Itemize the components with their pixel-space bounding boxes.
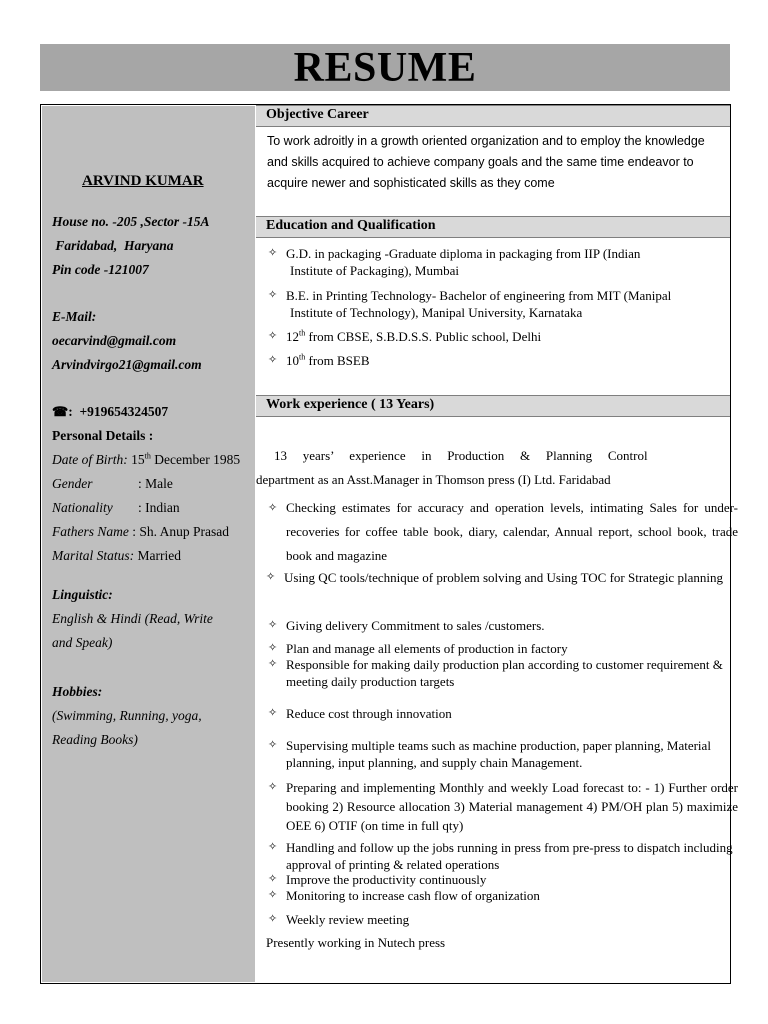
father-row [52,524,229,540]
dob-sup: th [144,451,151,461]
address-line-1: House no. -205 ,Sector -15A [52,214,210,229]
education-item-number: 10 [286,353,299,368]
bullet-icon: ✧ [268,354,278,366]
resume-frame [40,104,738,984]
objective-text: To work adroitly in a growth oriented organization and to employ the knowledge and skills acquired to achieve company goals and the same time endeavor to acquire newer and sophisticated skills as they come [267,134,705,190]
marital-label: Marital Status: [52,548,135,563]
phone-number: : +919654324507 [68,404,169,419]
bullet-icon: ✧ [268,619,278,631]
nationality-value: : Indian [138,500,180,515]
bullet-icon: ✧ [266,571,276,583]
work-item [266,569,736,586]
education-item-line: from CBSE, S.B.D.S.S. Public school, Delhi [305,329,542,344]
education-heading: Education and Qualification [266,218,436,233]
gender-label: Gender [52,476,93,491]
email-2: Arvindvirgo21@gmail.com [52,357,202,372]
education-item [268,245,738,279]
work-item-text: Weekly review meeting [286,912,410,927]
education-item-line: B.E. in Printing Technology- Bachelor of engineering from MIT (Manipal [286,288,672,303]
objective-heading-bar [256,105,730,127]
dob-day: 15 [131,452,145,467]
work-item-text: Reduce cost through innovation [286,706,452,721]
bullet-icon: ✧ [268,913,278,925]
bullet-icon: ✧ [268,841,278,853]
work-item-text: Supervising multiple teams such as machine production, paper planning, Material planning, input planning, and supply chain Management. [286,738,711,770]
work-item [268,640,738,657]
linguistic-line-1: English & Hindi (Read, Write [52,611,213,626]
bullet-icon: ✧ [268,781,278,793]
email-label: E-Mail: [52,309,97,324]
work-item-text: Checking estimates for accuracy and operation levels, intimating Sales for under-recoveries for coffee table book, diary, calendar, Annual report, school book, trade book and magazine [286,500,738,563]
education-item-line: Institute of Technology), Manipal University, Karnataka [290,305,583,320]
bullet-icon: ✧ [268,658,278,670]
education-item-number: 12 [286,329,299,344]
work-item-text: Responsible for making daily production plan according to customer requirement & meeting daily production targets [286,657,723,689]
education-heading-bar [256,216,730,238]
work-item [268,778,738,835]
phone-row [52,404,168,420]
work-intro-line-2: department as an Asst.Manager in Thomson press (I) Ltd. Faridabad [256,472,611,487]
dob-label: Date of Birth: [52,452,128,467]
work-item-text: Plan and manage all elements of production in factory [286,641,568,656]
nationality-label: Nationality [52,500,113,515]
education-item [268,328,738,345]
linguistic-heading: Linguistic: [52,587,113,602]
personal-heading: Personal Details : [52,428,154,443]
bullet-icon: ✧ [268,889,278,901]
nationality-row [52,500,180,516]
bullet-icon: ✧ [268,873,278,885]
work-item [268,737,738,771]
work-item-text: Giving delivery Commitment to sales /customers. [286,618,545,633]
bullet-icon: ✧ [268,502,278,514]
bullet-icon: ✧ [268,707,278,719]
work-item-text: Handling and follow up the jobs running in press from pre-press to dispatch including approval of printing & related operations [286,840,733,872]
work-item [268,871,738,888]
bullet-icon: ✧ [268,289,278,301]
candidate-name: ARVIND KUMAR [82,173,204,189]
education-item [268,352,738,369]
hobbies-line-2: Reading Books) [52,732,138,747]
work-item [268,839,738,873]
objective-heading: Objective Career [266,107,369,122]
sidebar [42,106,255,982]
title-bar [40,44,730,91]
phone-icon: ☎ [52,404,69,419]
marital-value: Married [137,548,181,563]
hobbies-line-1: (Swimming, Running, yoga, [52,708,202,723]
work-item-text: Monitoring to increase cash flow of organization [286,888,540,903]
bullet-icon: ✧ [268,247,278,259]
work-heading-bar [256,395,730,417]
work-item-text: Preparing and implementing Monthly and weekly Load forecast to: - 1) Further order booking 2) Resource allocation 3) Material management 4) PM/OH plan 5) maximize OEE 6) OTIF (on time in full qty) [286,780,738,833]
email-1: oecarvind@gmail.com [52,333,177,348]
work-item [268,656,738,690]
father-label: Fathers Name [52,524,129,539]
marital-row [52,548,181,564]
education-item-sup: th [299,352,306,362]
education-item-line: from BSEB [305,353,370,368]
work-item [268,617,738,634]
bullet-icon: ✧ [268,330,278,342]
work-intro-line-1: 13 years’ experience in Production & Planning Control [274,448,648,463]
father-value: : Sh. Anup Prasad [132,524,230,539]
work-heading: Work experience ( 13 Years) [266,397,435,412]
education-item-line: Institute of Packaging), Mumbai [290,263,459,278]
work-item [268,496,738,568]
gender-value: : Male [138,476,173,491]
education-item-sup: th [299,328,306,338]
linguistic-line-2: and Speak) [52,635,113,650]
dob-rest: December 1985 [150,452,241,467]
hobbies-heading: Hobbies: [52,684,103,699]
address-line-2: Faridabad, Haryana [52,238,174,253]
work-closing: Presently working in Nutech press [266,935,446,950]
page-title: RESUME [293,44,477,91]
bullet-icon: ✧ [268,642,278,654]
bullet-icon: ✧ [268,739,278,751]
education-item [268,287,738,321]
education-item-line: G.D. in packaging -Graduate diploma in packaging from IIP (Indian [286,246,641,261]
main-content [256,105,738,983]
work-item [268,705,738,722]
work-item [268,911,738,928]
gender-row [52,476,173,492]
dob-row [52,452,240,468]
work-item-text: Improve the productivity continuously [286,872,487,887]
work-item-text: Using QC tools/technique of problem solving and Using TOC for Strategic planning [284,570,723,585]
address-line-3: Pin code -121007 [52,262,149,277]
work-item [268,887,738,904]
